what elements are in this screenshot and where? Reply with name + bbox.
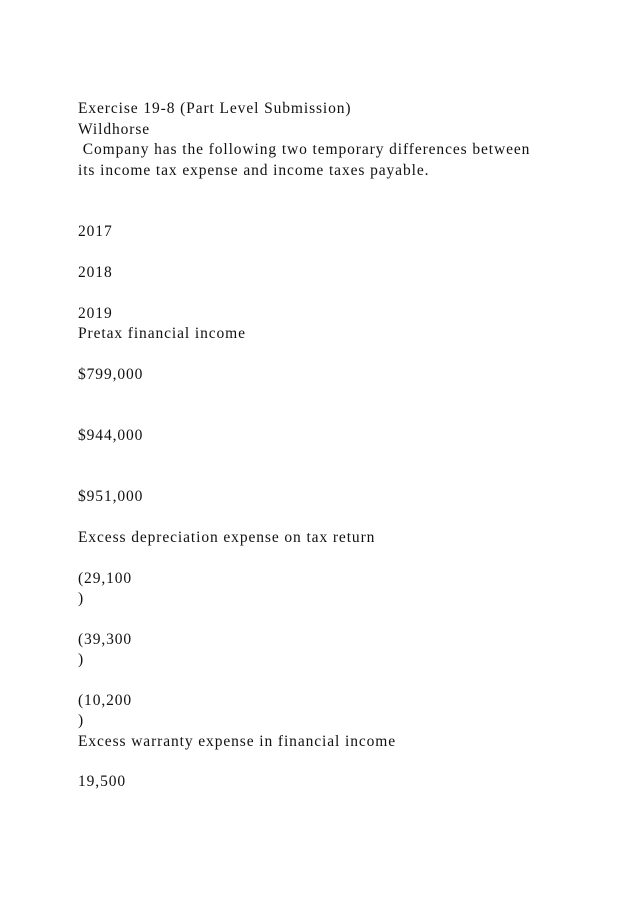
pretax-income-2018: $944,000: [78, 427, 144, 444]
excess-warranty-2017: 19,500: [78, 773, 127, 790]
year-2019: 2019: [78, 305, 113, 322]
excess-depreciation-2019-paren: ): [78, 712, 85, 729]
intro-text-line-1: Company has the following two temporary differences between: [78, 141, 531, 158]
intro-text-line-2: its income tax expense and income taxes payable.: [78, 162, 430, 179]
year-2018: 2018: [78, 264, 113, 281]
company-name: Wildhorse: [78, 121, 151, 138]
exercise-title: Exercise 19-8 (Part Level Submission): [78, 100, 352, 117]
excess-depreciation-2017: (29,100: [78, 570, 133, 587]
excess-depreciation-2018-paren: ): [78, 651, 85, 668]
row-label-excess-warranty: Excess warranty expense in financial income: [78, 733, 397, 750]
row-label-excess-depreciation: Excess depreciation expense on tax return: [78, 529, 376, 546]
pretax-income-2017: $799,000: [78, 366, 144, 383]
pretax-income-2019: $951,000: [78, 488, 144, 505]
excess-depreciation-2019: (10,200: [78, 692, 133, 709]
excess-depreciation-2018: (39,300: [78, 631, 133, 648]
excess-depreciation-2017-paren: ): [78, 590, 85, 607]
year-2017: 2017: [78, 223, 113, 240]
row-label-pretax-income: Pretax financial income: [78, 325, 246, 342]
